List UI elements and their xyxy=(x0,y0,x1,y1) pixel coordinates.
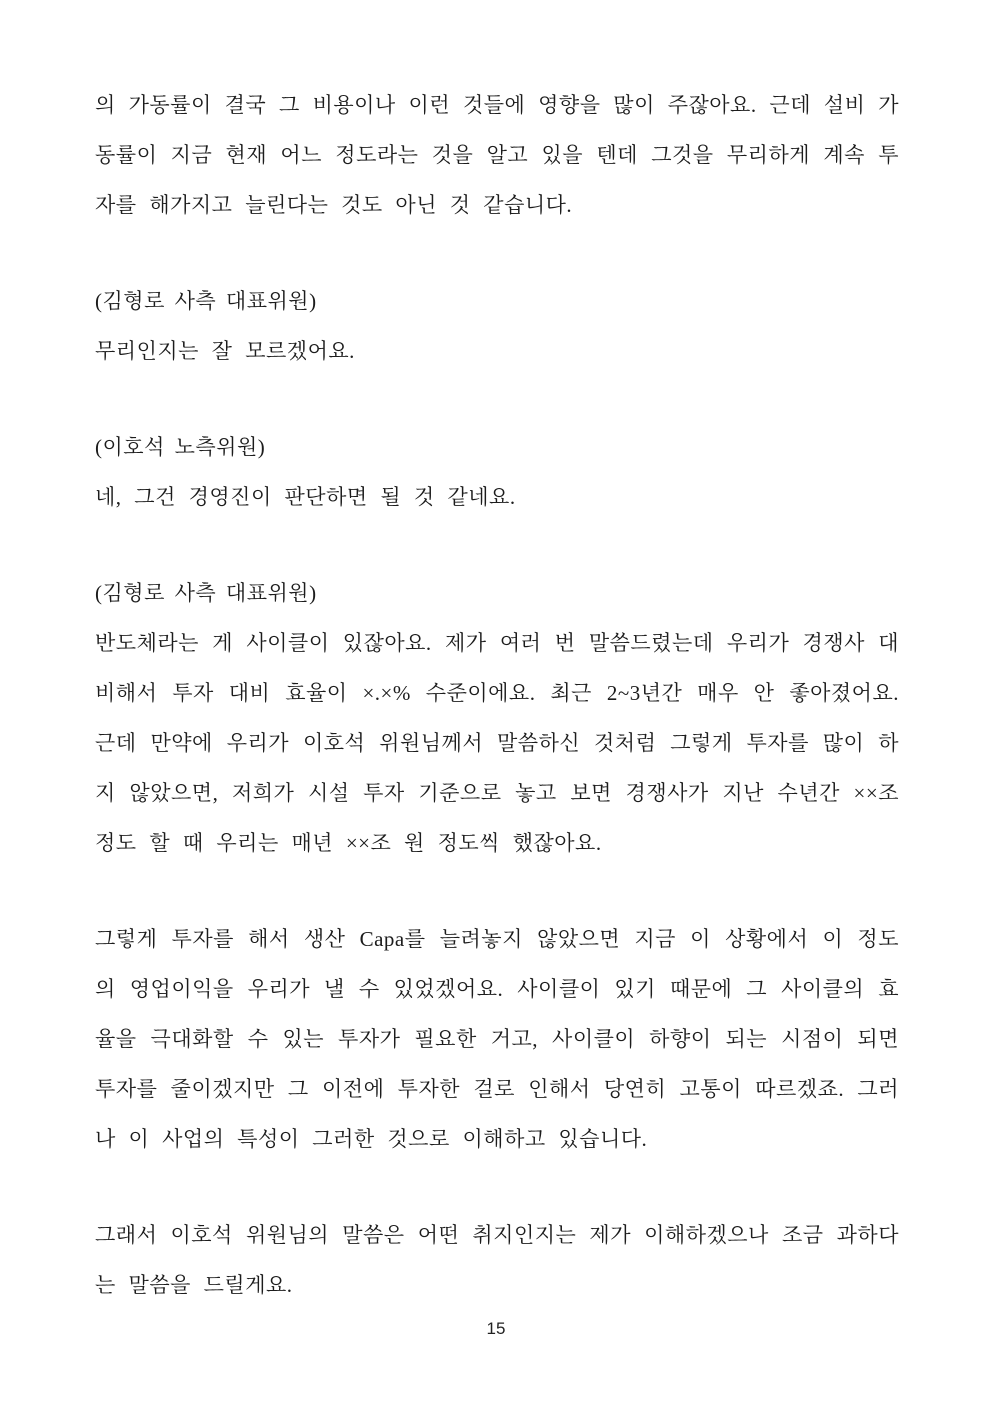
speech-block xyxy=(95,422,899,522)
paragraph xyxy=(95,1210,899,1310)
speaker-label: (김형로 사측 대표위원) xyxy=(95,289,317,313)
paragraph-text: 의 가동률이 결국 그 비용이나 이런 것들에 영향을 많이 주잖아요. 근데 설비 가동률이 지금 현재 어느 정도라는 것을 알고 있을 텐데 그것을 무리하게 계속 투자를 해가지고 늘린다는 것도 아닌 것 같습니다. xyxy=(95,93,899,217)
page-number: 15 xyxy=(486,1319,506,1338)
speaker-label: (이호석 노측위원) xyxy=(95,435,266,459)
paragraph-text: 네, 그건 경영진이 판단하면 될 것 같네요. xyxy=(95,485,516,509)
paragraph-text: 그렇게 투자를 해서 생산 Capa를 늘려놓지 않았으면 지금 이 상황에서 이 정도의 영업이익을 우리가 낼 수 있었겠어요. 사이클이 있기 때문에 그 사이클의 효율을 극대화할 수 있는 투자가 필요한 거고, 사이클이 하향이 되는 시점이 되면 투자를 줄이겠지만 그 이전에 투자한 걸로 인해서 당연히 고통이 따르겠죠. 그러나 이 사업의 특성이 그러한 것으로 이해하고 있습니다. xyxy=(95,927,899,1151)
speaker-label: (김형로 사측 대표위원) xyxy=(95,581,317,605)
speech-block xyxy=(95,568,899,868)
paragraph-text: 그래서 이호석 위원님의 말씀은 어떤 취지인지는 제가 이해하겠으나 조금 과하다는 말씀을 드릴게요. xyxy=(95,1223,899,1297)
paragraph xyxy=(95,914,899,1164)
paragraph-text: 반도체라는 게 사이클이 있잖아요. 제가 여러 번 말씀드렸는데 우리가 경쟁사 대비해서 투자 대비 효율이 ×.×% 수준이에요. 최근 2~3년간 매우 안 좋아졌어요. 근데 만약에 우리가 이호석 위원님께서 말씀하신 것처럼 그렇게 투자를 많이 하지 않았으면, 저희가 시설 투자 기준으로 놓고 보면 경쟁사가 지난 수년간 ××조 정도 할 때 우리는 매년 ××조 원 정도씩 했잖아요. xyxy=(95,631,899,855)
paragraph-text: 무리인지는 잘 모르겠어요. xyxy=(95,339,355,363)
speech-block xyxy=(95,276,899,376)
paragraph-continuation xyxy=(95,80,899,230)
